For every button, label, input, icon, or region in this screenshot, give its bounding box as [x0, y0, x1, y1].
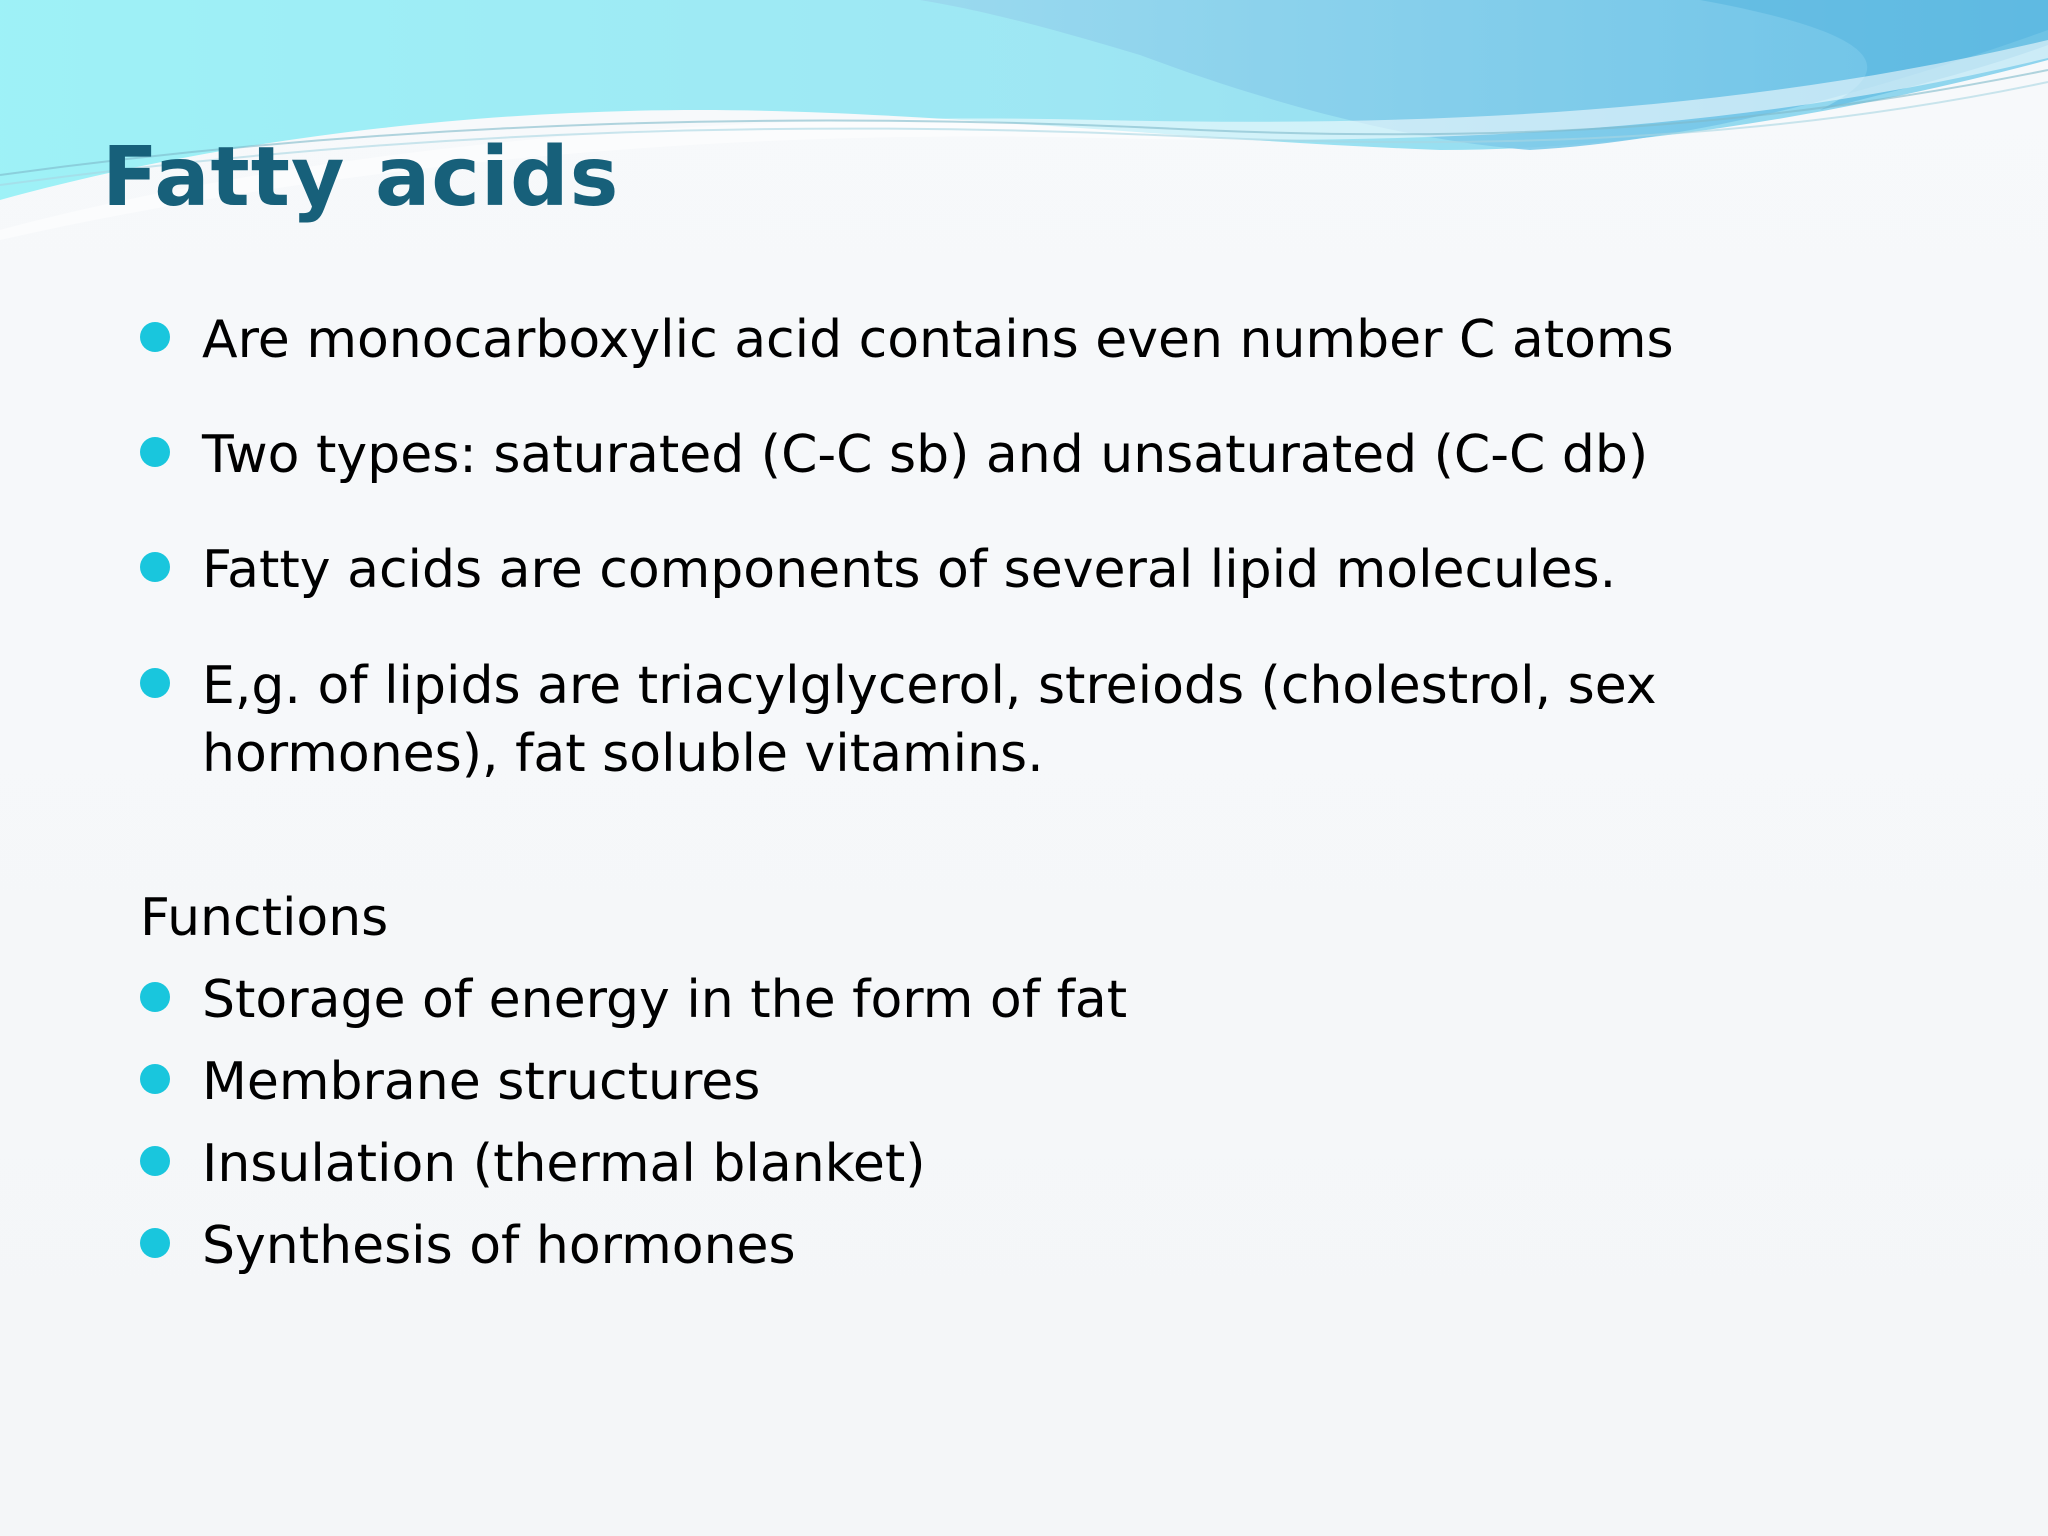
slide-title: Fatty acids: [102, 130, 620, 225]
functions-heading: Functions: [140, 888, 389, 948]
bullet-dot-icon: [140, 552, 170, 582]
bullet-dot-icon: [140, 437, 170, 467]
bullet-dot-icon: [140, 1146, 170, 1176]
list-item-text: Are monocarboxylic acid contains even number C atoms: [202, 310, 1674, 370]
bullet-dot-icon: [140, 668, 170, 698]
bullet-dot-icon: [140, 322, 170, 352]
list-item-text: Insulation (thermal blanket): [202, 1134, 926, 1194]
list-item-text: Storage of energy in the form of fat: [202, 970, 1128, 1030]
bullet-dot-icon: [140, 1064, 170, 1094]
bullet-dot-icon: [140, 982, 170, 1012]
list-item-text: Two types: saturated (C-C sb) and unsaturated (C-C db): [202, 425, 1649, 485]
list-item-text: Fatty acids are components of several lipid molecules.: [202, 540, 1617, 600]
list-item-text: E,g. of lipids are triacylglycerol, streiods (cholestrol, sex: [202, 656, 1657, 716]
list-item-text: hormones), fat soluble vitamins.: [202, 724, 1044, 784]
bullet-dot-icon: [140, 1228, 170, 1258]
list-item-text: Synthesis of hormones: [202, 1216, 796, 1276]
list-item-text: Membrane structures: [202, 1052, 761, 1112]
